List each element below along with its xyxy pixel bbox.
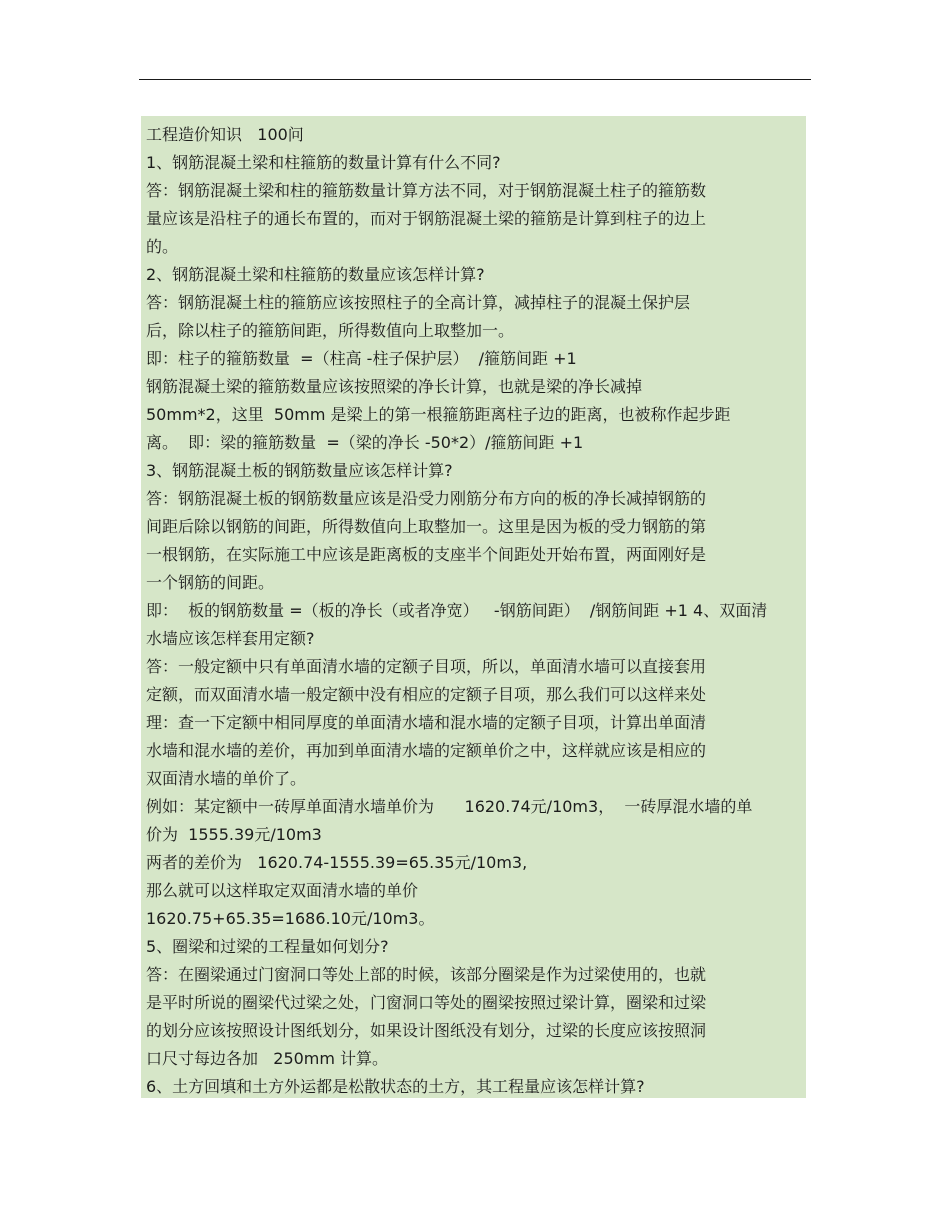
question-6: 6、土方回填和土方外运都是松散状态的土方，其工程量应该怎样计算? bbox=[146, 1077, 645, 1096]
beam-stirrup-formula: 离。 即：梁的箍筋数量 =（梁的净长 -50*2）/箍筋间距 +1 bbox=[146, 433, 584, 452]
answer-5-line: 口尺寸每边各加 250mm 计算。 bbox=[146, 1049, 389, 1068]
question-4-continued: 水墙应该怎样套用定额? bbox=[146, 629, 315, 648]
document-title: 工程造价知识 100问 bbox=[146, 125, 304, 144]
answer-5-line: 答：在圈梁通过门窗洞口等处上部的时候，该部分圈梁是作为过梁使用的，也就 bbox=[146, 965, 707, 984]
example-line: 两者的差价为 1620.74-1555.39=65.35元/10m3, bbox=[146, 853, 528, 872]
slab-rebar-formula-and-question-4: 即： 板的钢筋数量 =（板的净长（或者净宽） -钢筋间距） /钢筋间距 +1 4、双面清 bbox=[146, 601, 768, 620]
answer-3-line: 一根钢筋，在实际施工中应该是距离板的支座半个间距处开始布置，两面刚好是 bbox=[146, 545, 707, 564]
question-3: 3、钢筋混凝土板的钢筋数量应该怎样计算? bbox=[146, 461, 453, 480]
answer-4-line: 双面清水墙的单价了。 bbox=[146, 769, 307, 788]
answer-2-line: 钢筋混凝土梁的箍筋数量应该按照梁的净长计算，也就是梁的净长减掉 bbox=[146, 377, 643, 396]
example-line: 1620.75+65.35=1686.10元/10m3。 bbox=[146, 909, 435, 928]
column-stirrup-formula: 即：柱子的箍筋数量 =（柱高 -柱子保护层） /箍筋间距 +1 bbox=[146, 349, 577, 368]
answer-2-line: 50mm*2，这里 50mm 是梁上的第一根箍筋距离柱子边的距离，也被称作起步距 bbox=[146, 405, 731, 424]
question-2: 2、钢筋混凝土梁和柱箍筋的数量应该怎样计算? bbox=[146, 265, 485, 284]
answer-2-line: 后，除以柱子的箍筋间距，所得数值向上取整加一。 bbox=[146, 321, 515, 340]
answer-4-line: 理：查一下定额中相同厚度的单面清水墙和混水墙的定额子目项，计算出单面清 bbox=[146, 713, 707, 732]
question-1: 1、钢筋混凝土梁和柱箍筋的数量计算有什么不同? bbox=[146, 153, 501, 172]
answer-2-line: 答：钢筋混凝土柱的箍筋应该按照柱子的全高计算，减掉柱子的混凝土保护层 bbox=[146, 293, 691, 312]
answer-3-line: 答：钢筋混凝土板的钢筋数量应该是沿受力刚筋分布方向的板的净长减掉钢筋的 bbox=[146, 489, 707, 508]
answer-4-line: 定额，而双面清水墙一般定额中没有相应的定额子目项，那么我们可以这样来处 bbox=[146, 685, 707, 704]
answer-1-line: 的。 bbox=[146, 237, 179, 256]
example-line: 例如：某定额中一砖厚单面清水墙单价为 1620.74元/10m3， 一砖厚混水墙的单 bbox=[146, 797, 753, 816]
answer-5-line: 的划分应该按照设计图纸划分，如果设计图纸没有划分，过梁的长度应该按照洞 bbox=[146, 1021, 707, 1040]
question-5: 5、圈梁和过梁的工程量如何划分? bbox=[146, 937, 389, 956]
answer-4-line: 水墙和混水墙的差价，再加到单面清水墙的定额单价之中，这样就应该是相应的 bbox=[146, 741, 707, 760]
example-line: 那么就可以这样取定双面清水墙的单价 bbox=[146, 881, 419, 900]
answer-5-line: 是平时所说的圈梁代过梁之处，门窗洞口等处的圈梁按照过梁计算，圈梁和过梁 bbox=[146, 993, 707, 1012]
header-rule bbox=[139, 79, 811, 80]
answer-4-line: 答：一般定额中只有单面清水墙的定额子目项，所以，单面清水墙可以直接套用 bbox=[146, 657, 707, 676]
answer-1-line: 量应该是沿柱子的通长布置的，而对于钢筋混凝土梁的箍筋是计算到柱子的边上 bbox=[146, 209, 707, 228]
answer-3-line: 一个钢筋的间距。 bbox=[146, 573, 275, 592]
example-line: 价为 1555.39元/10m3 bbox=[146, 825, 322, 844]
answer-3-line: 间距后除以钢筋的间距，所得数值向上取整加一。这里是因为板的受力钢筋的第 bbox=[146, 517, 707, 536]
answer-1-line: 答：钢筋混凝土梁和柱的箍筋数量计算方法不同，对于钢筋混凝土柱子的箍筋数 bbox=[146, 181, 707, 200]
document-text-block bbox=[141, 116, 806, 1098]
